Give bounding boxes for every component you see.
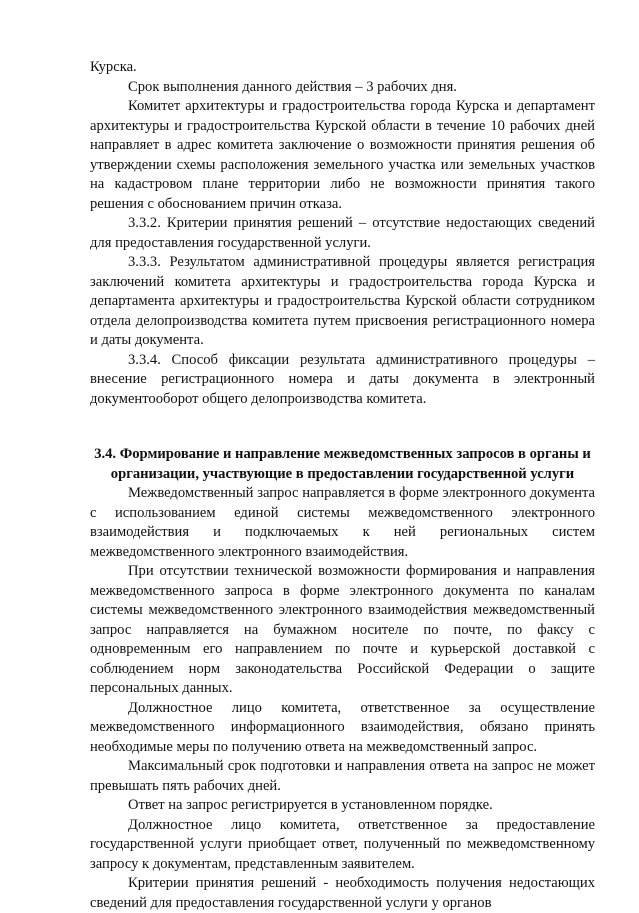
paragraph-3-3-3: 3.3.3. Результатом административной процедуры является регистрация заключений комитета архитектуры и градостроительства города Курска и департамента архитектуры и градостроительства Курской области сотрудником отдела делопроизводства комитета путем присвоения регистрационного номера и даты документа. [90, 254, 595, 348]
paragraph-electronic-request: Межведомственный запрос направляется в форме электронного документа с использованием единой системы межведомственного электронного взаимодействия и подключаемых к ней региональных систем межведомственного электронного взаимодействия. [90, 485, 595, 560]
paragraph-attach-answer: Должностное лицо комитета, ответственное за предоставление государственной услуги приобщает ответ, полученный по межведомственному запросу к документам, представленным заявителем. [90, 816, 595, 872]
paragraph-deadline: Срок выполнения данного действия – 3 рабочих дня. [128, 78, 457, 95]
paragraph-registration: Ответ на запрос регистрируется в установленном порядке. [128, 797, 493, 813]
paragraph-continuation: Курска. [90, 59, 137, 75]
document-page [90, 58, 595, 913]
paragraph-decision-criteria: Критерии принятия решений - необходимость получения недостающих сведений для предоставления государственной услуги у органов [90, 875, 595, 911]
paragraph-paper-request: При отсутствии технической возможности формирования и направления межведомственного запроса в форме электронного документа по каналам системы межведомственного электронного взаимодействия межведомственный запрос направляется на бумажном носителе по почте, по факсу с одновременным его направлением по почте и курьерской доставкой с соблюдением норм законодательства Российской Федерации о защите персональных данных. [90, 563, 595, 696]
paragraph-3-3-4: 3.3.4. Способ фиксации результата административного процедуры – внесение регистрационного номера и даты документа в электронный документооборот общего делопроизводства комитета. [90, 351, 595, 407]
paragraph-official-duty: Должностное лицо комитета, ответственное за осуществление межведомственного информационного взаимодействия, обязано принять необходимые меры по получению ответа на межведомственный запрос. [90, 699, 595, 755]
paragraph-committee-conclusion: Комитет архитектуры и градостроительства города Курска и департамент архитектуры и градостроительства Курской области в течение 10 рабочих дней направляет в адрес комитета заключение о возможности принятия решения об утверждении схемы расположения земельного участка или земельных участков на кадастровом плане территории либо не возможности принятия такого решения с обоснованием причин отказа. [90, 98, 595, 212]
paragraph-max-term: Максимальный срок подготовки и направления ответа на запрос не может превышать пять рабочих дней. [90, 758, 595, 794]
section-heading-3-4: 3.4. Формирование и направление межведомственных запросов в органы и организации, участвующие в предоставлении государственной услуги [94, 446, 591, 482]
paragraph-3-3-2: 3.3.2. Критерии принятия решений – отсутствие недостающих сведений для предоставления государственной услуги. [90, 215, 595, 251]
